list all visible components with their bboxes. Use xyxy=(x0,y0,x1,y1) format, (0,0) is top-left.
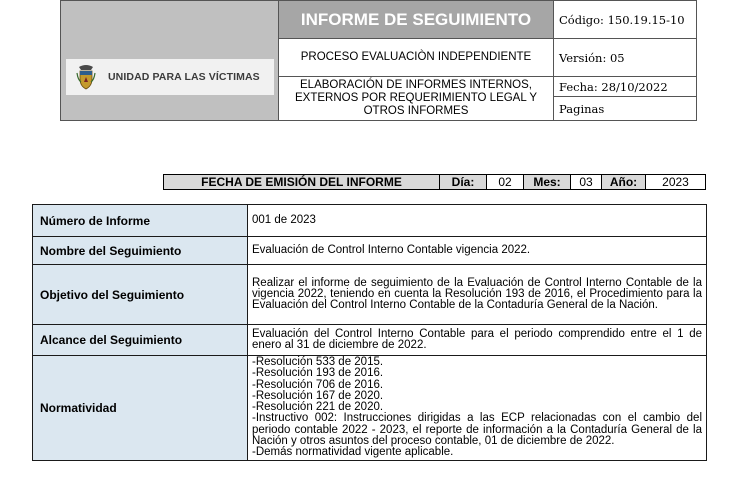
emission-date-bar xyxy=(163,174,706,190)
emission-date-label: FECHA DE EMISIÓN DEL INFORME xyxy=(164,175,440,189)
year-label: Año: xyxy=(602,175,646,189)
document-date: Fecha: 28/10/2022 xyxy=(554,77,697,97)
coat-of-arms-icon xyxy=(76,64,96,90)
document-code: Código: 150.19.15-10 xyxy=(554,1,697,39)
document-title: INFORME DE SEGUIMIENTO xyxy=(279,1,554,39)
regulation-item: -Resolución 533 de 2015. xyxy=(252,356,384,368)
regulation-item: -Instructivo 002: Instrucciones dirigidas a las ECP relacionadas con el cambio del periodo contable 2022 - 2023, el reporte de información a la Contaduría General de la Nación y otros asuntos del proceso contable, 01 de diciembre de 2022. xyxy=(252,412,702,448)
scope-value: Evaluación del Control Interno Contable para el periodo comprendido entre el 1 de enero al 31 de diciembre de 2022. xyxy=(248,325,707,356)
row-label: Normatividad xyxy=(33,356,248,461)
table-row xyxy=(33,325,707,356)
regulation-item: -Resolución 193 de 2016. xyxy=(252,367,384,380)
regulation-item: -Resolución 706 de 2016. xyxy=(252,378,384,391)
row-label: Nombre del Seguimiento xyxy=(33,237,248,265)
row-label: Objetivo del Seguimiento xyxy=(33,265,248,325)
table-row xyxy=(33,205,707,237)
regulation-item: -Resolución 167 de 2020. xyxy=(252,389,384,402)
procedure-name: ELABORACIÓN DE INFORMES INTERNOS, EXTERNOS POR REQUERIMIENTO LEGAL Y OTROS INFORMES xyxy=(279,77,554,121)
month-label: Mes: xyxy=(524,175,571,189)
row-label: Alcance del Seguimiento xyxy=(33,325,248,356)
table-row xyxy=(33,356,707,461)
entity-logo xyxy=(66,59,274,95)
regulation-item: -Demás normatividad vigente aplicable. xyxy=(252,446,454,459)
report-details-table xyxy=(32,204,707,461)
row-label: Número de Informe xyxy=(33,205,248,237)
day-value: 02 xyxy=(487,175,524,189)
logo-cell xyxy=(61,1,279,121)
tracking-name-value: Evaluación de Control Interno Contable vigencia 2022. xyxy=(248,237,707,265)
process-name: PROCESO EVALUACIÒN INDEPENDIENTE xyxy=(279,39,554,77)
regulations-value xyxy=(248,356,707,461)
table-row xyxy=(33,237,707,265)
report-number-value: 001 de 2023 xyxy=(248,205,707,237)
document-pages: Paginas xyxy=(559,102,605,116)
month-value: 03 xyxy=(571,175,602,189)
table-row xyxy=(33,265,707,325)
logo-text: UNIDAD PARA LAS VÍCTIMAS xyxy=(108,71,260,83)
objective-value: Realizar el informe de seguimiento de la Evaluación de Control Interno Contable de la vigencia 2022, teniendo en cuenta la Resolución 193 de 2016, el Procedimiento para la Evaluación del Control Interno Contable de la Contaduría General de la Nación. xyxy=(248,265,707,325)
document-version: Versión: 05 xyxy=(554,39,697,77)
year-value: 2023 xyxy=(662,175,689,189)
regulation-item: -Resolución 221 de 2020. xyxy=(252,401,384,414)
document-header xyxy=(60,0,697,121)
day-label: Día: xyxy=(440,175,487,189)
